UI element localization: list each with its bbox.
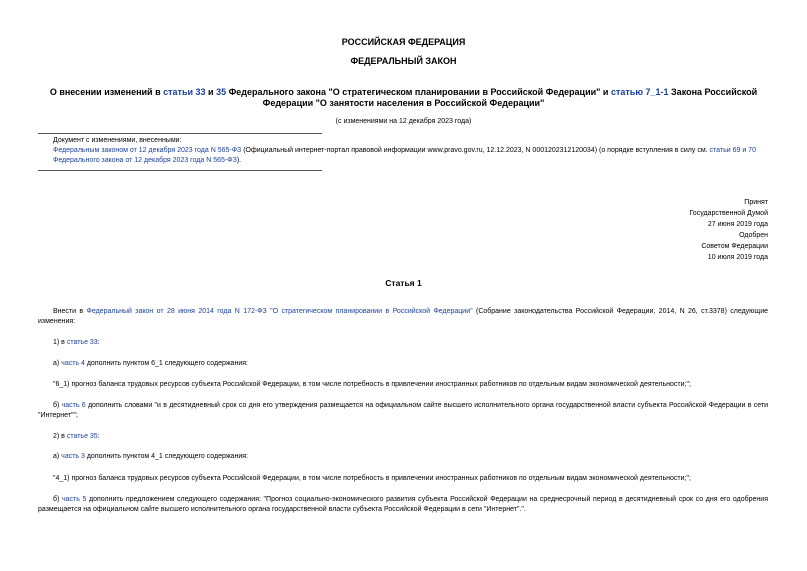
title-text: Закона Российской Федерации "О занятости населения в Российской Федерации" bbox=[262, 87, 758, 108]
paragraph-1b bbox=[38, 401, 768, 421]
paragraph-text: а) bbox=[53, 453, 62, 460]
paragraph-text: б) bbox=[53, 402, 62, 409]
paragraph-text: Внести в bbox=[53, 308, 87, 315]
paragraph-text: : bbox=[97, 433, 100, 440]
paragraph-text: дополнить предложением следующего содержания: "Прогноз социально-экономического развития субъекта Российской Федерации на среднесрочный период в десятидневный срок со дня его одобрения размещается на официальном сайте высшего исполнительного органа государственной власти субъекта Российской Федерации в сети "Интернет".". bbox=[38, 496, 769, 513]
adoption-line: 27 июня 2019 года bbox=[707, 221, 768, 228]
title-text: Федерального закона "О стратегическом планировании в Российской Федерации" и bbox=[226, 87, 611, 97]
paragraph-text: 2) в bbox=[53, 433, 67, 440]
adoption-block bbox=[689, 197, 768, 263]
paragraph-text: дополнить пунктом 4_1 следующего содержания: bbox=[84, 453, 248, 460]
article-intro bbox=[38, 307, 768, 327]
paragraph-2 bbox=[38, 432, 768, 442]
paragraph-text: (Собрание законодательства Российской Федерации, 2014, N 26, ст.3378) следующие изменения: bbox=[38, 308, 768, 325]
note-link-law-565[interactable]: Федеральным законом от 12 декабря 2023 года N 565-ФЗ bbox=[53, 147, 242, 154]
adoption-line: Государственной Думой bbox=[689, 210, 768, 217]
paragraph-text: 1) в bbox=[53, 339, 67, 346]
link-part-4[interactable]: часть 4 bbox=[61, 360, 85, 367]
paragraph-text: б) bbox=[53, 496, 62, 503]
paragraph-text: : bbox=[97, 339, 100, 346]
note-label: Документ с изменениями, внесенными: bbox=[53, 137, 182, 144]
note-top-divider bbox=[38, 133, 322, 134]
link-part-3[interactable]: часть 3 bbox=[61, 453, 85, 460]
note-text: ). bbox=[236, 157, 242, 164]
adoption-line: Принят bbox=[744, 199, 768, 206]
paragraph-text: дополнить словами "и в десятидневный срок со дня его утверждения размещается на официальном сайте высшего исполнительного органа государственной власти субъекта Российской Федерации в сети "Интернет""; bbox=[38, 402, 768, 419]
note-link-articles-69-70[interactable]: статьи 69 и 70 Федерального закона от 12 декабря 2023 года N 565-ФЗ bbox=[53, 147, 756, 164]
paragraph-text: а) bbox=[53, 360, 62, 367]
article-heading: Статья 1 bbox=[385, 278, 422, 288]
paragraph-4-1: "4_1) прогноз баланса трудовых ресурсов субъекта Российской Федерации, в том числе потребность в привлечении иностранных работников по отдельным видам экономической деятельности;"; bbox=[53, 475, 691, 482]
note-bottom-divider bbox=[38, 170, 322, 171]
paragraph-2a bbox=[38, 452, 768, 462]
link-law-172[interactable]: Федеральный закон от 28 июня 2014 года N 172-ФЗ "О стратегическом планировании в Российской Федерации" bbox=[86, 308, 473, 315]
note-text: (Официальный интернет-портал правовой информации www.pravo.gov.ru, 12.12.2023, N 0001202312120034) (о порядке вступления в силу см. bbox=[241, 147, 710, 154]
amendment-note bbox=[38, 136, 768, 166]
law-title bbox=[40, 87, 767, 109]
title-text: и bbox=[205, 87, 217, 97]
paragraph-2b bbox=[38, 495, 768, 515]
paragraph-1a bbox=[38, 359, 768, 369]
link-part-6[interactable]: часть 6 bbox=[61, 402, 86, 409]
country-heading: РОССИЙСКАЯ ФЕДЕРАЦИЯ bbox=[341, 37, 466, 47]
title-link-article-7-1-1[interactable]: статью 7_1-1 bbox=[610, 87, 669, 97]
adoption-line: Одобрен bbox=[739, 232, 768, 239]
title-link-article-35[interactable]: 35 bbox=[216, 87, 227, 97]
title-text: О внесении изменений в bbox=[49, 87, 164, 97]
adoption-line: Советом Федерации bbox=[701, 243, 768, 250]
note-body bbox=[38, 146, 768, 166]
link-part-5[interactable]: часть 5 bbox=[61, 496, 87, 503]
paragraph-text: дополнить пунктом 6_1 следующего содержания: bbox=[84, 360, 248, 367]
link-article-35[interactable]: статье 35 bbox=[66, 433, 98, 440]
title-link-article-33[interactable]: статьи 33 bbox=[163, 87, 206, 97]
link-article-33[interactable]: статье 33 bbox=[66, 339, 98, 346]
paragraph-1 bbox=[38, 338, 768, 348]
law-type-heading: ФЕДЕРАЛЬНЫЙ ЗАКОН bbox=[350, 56, 457, 66]
revision-subtitle: (с изменениями на 12 декабря 2023 года) bbox=[335, 118, 472, 125]
paragraph-6-1: "6_1) прогноз баланса трудовых ресурсов субъекта Российской Федерации, в том числе потребность в привлечении иностранных работников по отдельным видам экономической деятельности;"; bbox=[53, 381, 691, 388]
adoption-line: 10 июля 2019 года bbox=[707, 254, 768, 261]
